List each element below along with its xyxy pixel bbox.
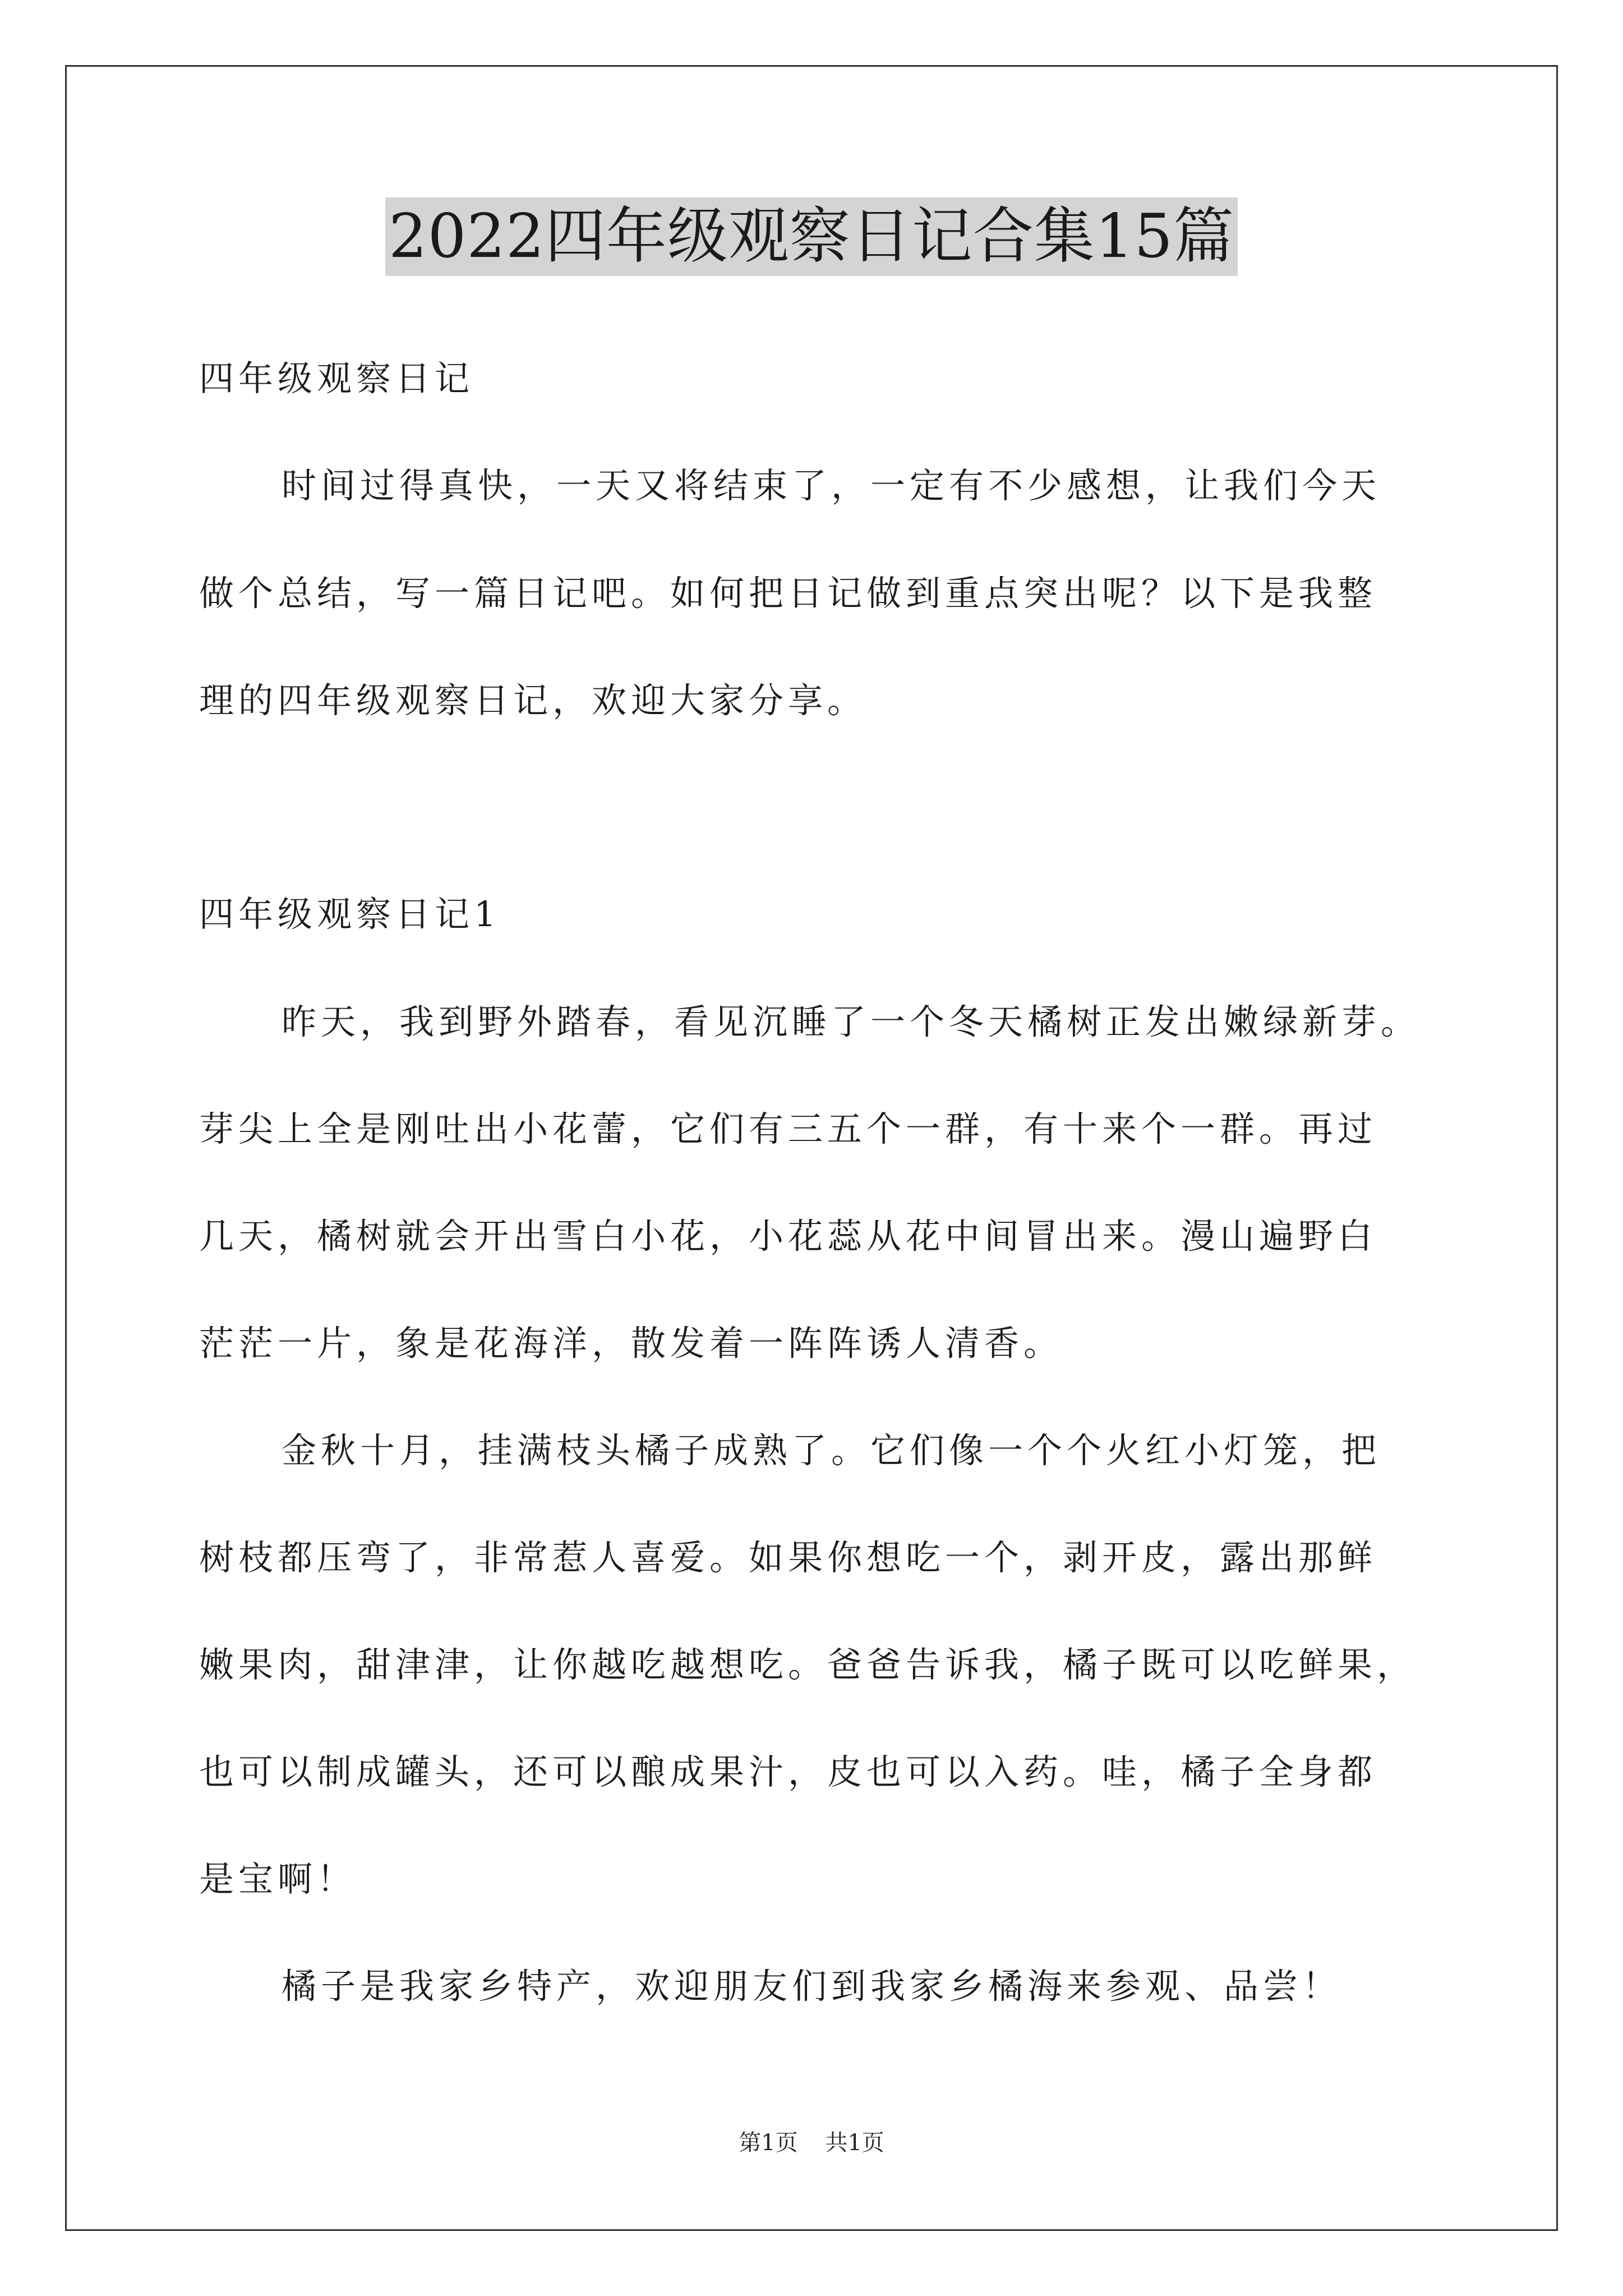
title-container bbox=[0, 197, 1623, 276]
paragraph-line: 嫩果肉，甜津津，让你越吃越想吃。爸爸告诉我，橘子既可以吃鲜果， bbox=[199, 1644, 1417, 1685]
intro-line: 理的四年级观察日记，欢迎大家分享。 bbox=[199, 680, 867, 721]
paragraph-line: 昨天，我到野外踏春，看见沉睡了一个冬天橘树正发出嫩绿新芽。 bbox=[282, 1001, 1421, 1042]
intro-line: 时间过得真快，一天又将结束了，一定有不少感想，让我们今天 bbox=[282, 465, 1381, 506]
section1-heading: 四年级观察日记1 bbox=[199, 894, 501, 935]
paragraph-line: 芽尖上全是刚吐出小花蕾，它们有三五个一群，有十来个一群。再过 bbox=[199, 1108, 1377, 1149]
page-footer bbox=[0, 2129, 1623, 2157]
paragraph-line: 几天，橘树就会开出雪白小花，小花蕊从花中间冒出来。漫山遍野白 bbox=[199, 1216, 1377, 1257]
page-number-total: 共1页 bbox=[825, 2130, 884, 2156]
paragraph-line: 茫茫一片，象是花海洋，散发着一阵阵诱人清香。 bbox=[199, 1323, 1063, 1364]
paragraph-line: 橘子是我家乡特产，欢迎朋友们到我家乡橘海来参观、品尝！ bbox=[282, 1966, 1342, 2007]
intro-heading: 四年级观察日记 bbox=[199, 358, 474, 399]
page-number-current: 第1页 bbox=[739, 2130, 798, 2156]
intro-line: 做个总结，写一篇日记吧。如何把日记做到重点突出呢？以下是我整 bbox=[199, 573, 1377, 614]
paragraph-line: 也可以制成罐头，还可以酿成果汁，皮也可以入药。哇，橘子全身都 bbox=[199, 1751, 1377, 1792]
paragraph-line: 是宝啊！ bbox=[199, 1858, 357, 1899]
paragraph-line: 树枝都压弯了，非常惹人喜爱。如果你想吃一个，剥开皮，露出那鲜 bbox=[199, 1537, 1377, 1578]
paragraph-line: 金秋十月，挂满枝头橘子成熟了。它们像一个个火红小灯笼，把 bbox=[282, 1430, 1381, 1471]
document-title: 2022四年级观察日记合集15篇 bbox=[385, 197, 1238, 276]
